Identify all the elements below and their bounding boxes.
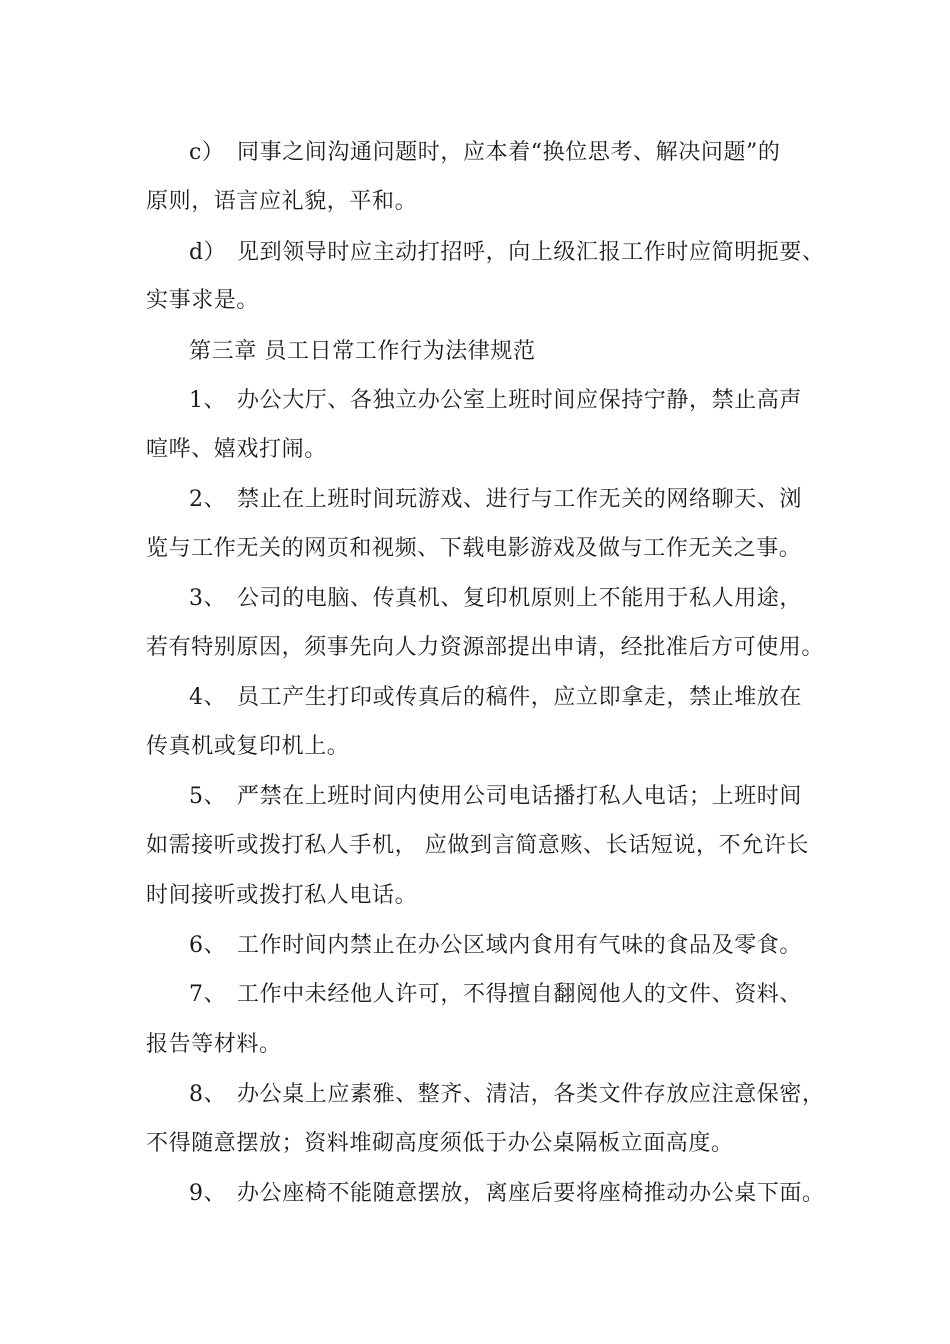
rule-3-text: 公司的电脑、传真机、复印机原则上不能用于私人用途，: [237, 586, 803, 611]
rule-9-line-1: [189, 1179, 825, 1209]
rule-8-line-2: 不得随意摆放；资料堆砌高度须低于办公桌隔板立面高度。: [146, 1131, 734, 1156]
rule-4-number: 4、: [189, 685, 227, 710]
rule-9-number: 9、: [189, 1181, 227, 1206]
item-d-line-1: [189, 238, 825, 268]
rule-8-line-1: [189, 1080, 825, 1110]
item-c-line-1: [189, 138, 781, 168]
rule-8-text: 办公桌上应素雅、整齐、清洁，各类文件存放应注意保密，: [237, 1082, 825, 1107]
rule-6-text: 工作时间内禁止在办公区域内食用有气味的食品及零食。: [237, 933, 803, 958]
rule-5-line-3: 时间接听或拨打私人电话。: [146, 883, 418, 908]
item-c-marker: c）: [189, 140, 225, 165]
rule-2-text: 禁止在上班时间玩游戏、进行与工作无关的网络聊天、浏: [237, 487, 803, 512]
rule-5-text: 严禁在上班时间内使用公司电话播打私人电话；上班时间: [237, 784, 803, 809]
item-d-text: 见到领导时应主动打招呼，向上级汇报工作时应简明扼要、: [237, 240, 825, 265]
rule-4-text: 员工产生打印或传真后的稿件，应立即拿走，禁止堆放在: [237, 685, 803, 710]
item-c-text: 同事之间沟通问题时，应本着“换位思考、解决问题”的: [237, 140, 781, 165]
rule-7-text: 工作中未经他人许可，不得擅自翻阅他人的文件、资料、: [237, 982, 803, 1007]
item-d-marker: d）: [189, 240, 227, 265]
rule-2-number: 2、: [189, 487, 227, 512]
rule-6-number: 6、: [189, 933, 227, 958]
rule-1-number: 1、: [189, 388, 227, 413]
item-c-line-2: 原则，语言应礼貌，平和。: [146, 189, 418, 214]
rule-3-number: 3、: [189, 586, 227, 611]
rule-5-number: 5、: [189, 784, 227, 809]
chapter-heading: 第三章 员工日常工作行为法律规范: [189, 339, 536, 364]
rule-4-line-1: [189, 683, 802, 713]
item-d-line-2: 实事求是。: [146, 288, 260, 313]
rule-5-line-2: 如需接听或拨打私人手机， 应做到言简意赅、长话短说，不允许长: [146, 833, 809, 858]
rule-1-line-2: 喧哗、嬉戏打闹。: [146, 437, 327, 462]
rule-4-line-2: 传真机或复印机上。: [146, 734, 350, 759]
rule-8-number: 8、: [189, 1082, 227, 1107]
rule-2-line-1: [189, 485, 802, 515]
rule-3-line-1: [189, 584, 802, 614]
rule-7-line-2: 报告等材料。: [146, 1032, 282, 1057]
rule-5-line-1: [189, 782, 802, 812]
rule-3-line-2: 若有特别原因，须事先向人力资源部提出申请，经批准后方可使用。: [146, 635, 825, 660]
rule-1-line-1: [189, 386, 802, 416]
rule-9-text: 办公座椅不能随意摆放，离座后要将座椅推动办公桌下面。: [237, 1181, 825, 1206]
rule-2-line-2: 览与工作无关的网页和视频、下载电影游戏及做与工作无关之事。: [146, 536, 802, 561]
rule-1-text: 办公大厅、各独立办公室上班时间应保持宁静，禁止高声: [237, 388, 803, 413]
rule-7-number: 7、: [189, 982, 227, 1007]
rule-6-line-1: [189, 931, 802, 961]
rule-7-line-1: [189, 980, 802, 1010]
